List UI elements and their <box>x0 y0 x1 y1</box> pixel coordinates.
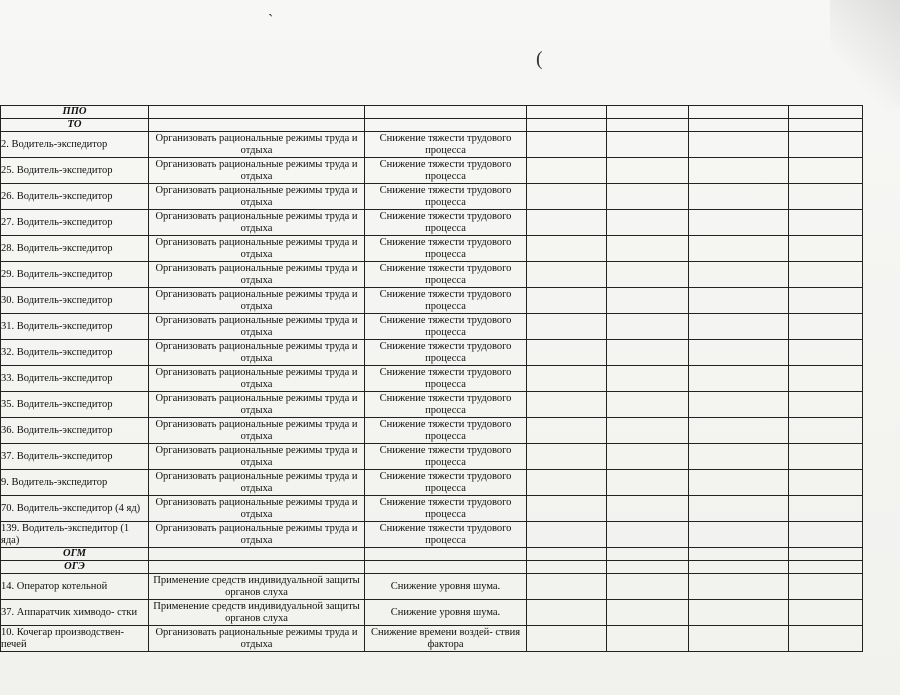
job-title-cell: 33. Водитель-экспедитор <box>1 366 149 392</box>
empty-cell <box>789 106 863 119</box>
empty-cell <box>689 496 789 522</box>
empty-cell <box>689 418 789 444</box>
empty-cell <box>689 366 789 392</box>
empty-cell <box>527 132 607 158</box>
table-row <box>1 158 863 184</box>
empty-cell <box>607 132 689 158</box>
table-row <box>1 418 863 444</box>
empty-cell <box>607 314 689 340</box>
measure-cell: Организовать рациональные режимы труда и отдыха <box>149 288 365 314</box>
empty-cell <box>689 314 789 340</box>
job-title-cell: 35. Водитель-экспедитор <box>1 392 149 418</box>
measure-cell: Организовать рациональные режимы труда и отдыха <box>149 444 365 470</box>
empty-cell <box>527 600 607 626</box>
section-row <box>1 119 863 132</box>
goal-cell: Снижение тяжести трудового процесса <box>365 340 527 366</box>
table-row <box>1 262 863 288</box>
measure-cell: Организовать рациональные режимы труда и отдыха <box>149 132 365 158</box>
empty-cell <box>527 262 607 288</box>
section-label: ППО <box>1 106 149 119</box>
table-row <box>1 314 863 340</box>
empty-cell <box>149 119 365 132</box>
empty-cell <box>527 288 607 314</box>
empty-cell <box>607 561 689 574</box>
empty-cell <box>789 470 863 496</box>
empty-cell <box>689 132 789 158</box>
table-row <box>1 444 863 470</box>
empty-cell <box>689 288 789 314</box>
empty-cell <box>689 392 789 418</box>
table-row <box>1 184 863 210</box>
table-row <box>1 626 863 652</box>
job-title-cell: 29. Водитель-экспедитор <box>1 262 149 288</box>
empty-cell <box>689 600 789 626</box>
empty-cell <box>689 444 789 470</box>
empty-cell <box>607 262 689 288</box>
measure-cell: Организовать рациональные режимы труда и отдыха <box>149 470 365 496</box>
measure-cell: Организовать рациональные режимы труда и отдыха <box>149 522 365 548</box>
table-row <box>1 132 863 158</box>
goal-cell: Снижение тяжести трудового процесса <box>365 522 527 548</box>
empty-cell <box>689 236 789 262</box>
scan-mark: ` <box>268 12 274 29</box>
empty-cell <box>527 574 607 600</box>
empty-cell <box>607 288 689 314</box>
empty-cell <box>689 548 789 561</box>
job-title-cell: 32. Водитель-экспедитор <box>1 340 149 366</box>
goal-cell: Снижение тяжести трудового процесса <box>365 184 527 210</box>
table-row <box>1 470 863 496</box>
empty-cell <box>689 626 789 652</box>
empty-cell <box>607 496 689 522</box>
empty-cell <box>689 119 789 132</box>
empty-cell <box>789 184 863 210</box>
scan-mark: ( <box>536 48 543 70</box>
empty-cell <box>789 262 863 288</box>
empty-cell <box>789 158 863 184</box>
empty-cell <box>607 444 689 470</box>
section-label: ТО <box>1 119 149 132</box>
empty-cell <box>527 548 607 561</box>
empty-cell <box>607 184 689 210</box>
empty-cell <box>789 392 863 418</box>
goal-cell: Снижение тяжести трудового процесса <box>365 418 527 444</box>
goal-cell: Снижение тяжести трудового процесса <box>365 262 527 288</box>
goal-cell: Снижение тяжести трудового процесса <box>365 132 527 158</box>
empty-cell <box>607 119 689 132</box>
measure-cell: Применение средств индивидуальной защиты органов слуха <box>149 600 365 626</box>
empty-cell <box>789 366 863 392</box>
empty-cell <box>607 600 689 626</box>
empty-cell <box>365 106 527 119</box>
goal-cell: Снижение времени воздей- ствия фактора <box>365 626 527 652</box>
goal-cell: Снижение тяжести трудового процесса <box>365 158 527 184</box>
empty-cell <box>527 366 607 392</box>
measure-cell: Организовать рациональные режимы труда и отдыха <box>149 158 365 184</box>
goal-cell: Снижение тяжести трудового процесса <box>365 366 527 392</box>
page-corner-shadow <box>830 0 900 110</box>
empty-cell <box>607 470 689 496</box>
job-title-cell: 10. Кочегар производствен- печей <box>1 626 149 652</box>
empty-cell <box>607 548 689 561</box>
measure-cell: Организовать рациональные режимы труда и отдыха <box>149 236 365 262</box>
job-title-cell: 37. Аппаратчик химводо- стки <box>1 600 149 626</box>
empty-cell <box>689 522 789 548</box>
empty-cell <box>149 106 365 119</box>
goal-cell: Снижение уровня шума. <box>365 574 527 600</box>
empty-cell <box>689 574 789 600</box>
empty-cell <box>689 561 789 574</box>
measure-cell: Организовать рациональные режимы труда и отдыха <box>149 366 365 392</box>
section-row <box>1 106 863 119</box>
table-row <box>1 496 863 522</box>
section-label: ОГМ <box>1 548 149 561</box>
empty-cell <box>365 119 527 132</box>
empty-cell <box>789 600 863 626</box>
empty-cell <box>789 561 863 574</box>
empty-cell <box>689 262 789 288</box>
goal-cell: Снижение тяжести трудового процесса <box>365 288 527 314</box>
empty-cell <box>527 444 607 470</box>
job-title-cell: 28. Водитель-экспедитор <box>1 236 149 262</box>
table-row <box>1 366 863 392</box>
empty-cell <box>789 210 863 236</box>
empty-cell <box>527 470 607 496</box>
job-title-cell: 30. Водитель-экспедитор <box>1 288 149 314</box>
table-row <box>1 210 863 236</box>
empty-cell <box>527 392 607 418</box>
empty-cell <box>527 158 607 184</box>
job-title-cell: 9. Водитель-экспедитор <box>1 470 149 496</box>
measure-cell: Организовать рациональные режимы труда и отдыха <box>149 184 365 210</box>
section-row <box>1 548 863 561</box>
empty-cell <box>527 418 607 444</box>
goal-cell: Снижение тяжести трудового процесса <box>365 210 527 236</box>
measures-table <box>0 105 863 652</box>
empty-cell <box>527 340 607 366</box>
job-title-cell: 25. Водитель-экспедитор <box>1 158 149 184</box>
empty-cell <box>527 522 607 548</box>
goal-cell: Снижение тяжести трудового процесса <box>365 314 527 340</box>
goal-cell: Снижение тяжести трудового процесса <box>365 496 527 522</box>
empty-cell <box>789 522 863 548</box>
empty-cell <box>149 548 365 561</box>
empty-cell <box>689 470 789 496</box>
table-row <box>1 236 863 262</box>
empty-cell <box>607 340 689 366</box>
empty-cell <box>789 119 863 132</box>
empty-cell <box>527 184 607 210</box>
empty-cell <box>789 132 863 158</box>
job-title-cell: 139. Водитель-экспедитор (1 яда) <box>1 522 149 548</box>
empty-cell <box>789 288 863 314</box>
empty-cell <box>527 561 607 574</box>
empty-cell <box>607 522 689 548</box>
empty-cell <box>365 548 527 561</box>
empty-cell <box>607 210 689 236</box>
measure-cell: Применение средств индивидуальной защиты органов слуха <box>149 574 365 600</box>
table-row <box>1 574 863 600</box>
empty-cell <box>527 496 607 522</box>
measure-cell: Организовать рациональные режимы труда и отдыха <box>149 314 365 340</box>
empty-cell <box>607 574 689 600</box>
empty-cell <box>607 418 689 444</box>
empty-cell <box>607 158 689 184</box>
empty-cell <box>789 236 863 262</box>
measure-cell: Организовать рациональные режимы труда и отдыха <box>149 210 365 236</box>
job-title-cell: 27. Водитель-экспедитор <box>1 210 149 236</box>
measure-cell: Организовать рациональные режимы труда и отдыха <box>149 392 365 418</box>
empty-cell <box>789 496 863 522</box>
empty-cell <box>789 626 863 652</box>
section-label: ОГЭ <box>1 561 149 574</box>
empty-cell <box>789 418 863 444</box>
empty-cell <box>689 106 789 119</box>
goal-cell: Снижение тяжести трудового процесса <box>365 470 527 496</box>
empty-cell <box>607 236 689 262</box>
job-title-cell: 14. Оператор котельной <box>1 574 149 600</box>
empty-cell <box>527 236 607 262</box>
measure-cell: Организовать рациональные режимы труда и отдыха <box>149 340 365 366</box>
empty-cell <box>789 574 863 600</box>
table-row <box>1 340 863 366</box>
section-row <box>1 561 863 574</box>
empty-cell <box>789 548 863 561</box>
empty-cell <box>607 106 689 119</box>
empty-cell <box>607 366 689 392</box>
empty-cell <box>689 184 789 210</box>
table-row <box>1 522 863 548</box>
job-title-cell: 36. Водитель-экспедитор <box>1 418 149 444</box>
empty-cell <box>607 392 689 418</box>
job-title-cell: 26. Водитель-экспедитор <box>1 184 149 210</box>
empty-cell <box>527 314 607 340</box>
job-title-cell: 70. Водитель-экспедитор (4 яд) <box>1 496 149 522</box>
empty-cell <box>689 158 789 184</box>
goal-cell: Снижение тяжести трудового процесса <box>365 444 527 470</box>
empty-cell <box>789 314 863 340</box>
empty-cell <box>789 340 863 366</box>
goal-cell: Снижение тяжести трудового процесса <box>365 392 527 418</box>
empty-cell <box>527 210 607 236</box>
empty-cell <box>689 340 789 366</box>
table-row <box>1 288 863 314</box>
measure-cell: Организовать рациональные режимы труда и отдыха <box>149 626 365 652</box>
measure-cell: Организовать рациональные режимы труда и отдыха <box>149 262 365 288</box>
job-title-cell: 31. Водитель-экспедитор <box>1 314 149 340</box>
measure-cell: Организовать рациональные режимы труда и отдыха <box>149 418 365 444</box>
table-row <box>1 392 863 418</box>
empty-cell <box>527 119 607 132</box>
empty-cell <box>607 626 689 652</box>
table-row <box>1 600 863 626</box>
goal-cell: Снижение тяжести трудового процесса <box>365 236 527 262</box>
empty-cell <box>527 626 607 652</box>
goal-cell: Снижение уровня шума. <box>365 600 527 626</box>
empty-cell <box>689 210 789 236</box>
measure-cell: Организовать рациональные режимы труда и отдыха <box>149 496 365 522</box>
job-title-cell: 37. Водитель-экспедитор <box>1 444 149 470</box>
empty-cell <box>149 561 365 574</box>
empty-cell <box>527 106 607 119</box>
empty-cell <box>789 444 863 470</box>
empty-cell <box>365 561 527 574</box>
job-title-cell: 2. Водитель-экспедитор <box>1 132 149 158</box>
